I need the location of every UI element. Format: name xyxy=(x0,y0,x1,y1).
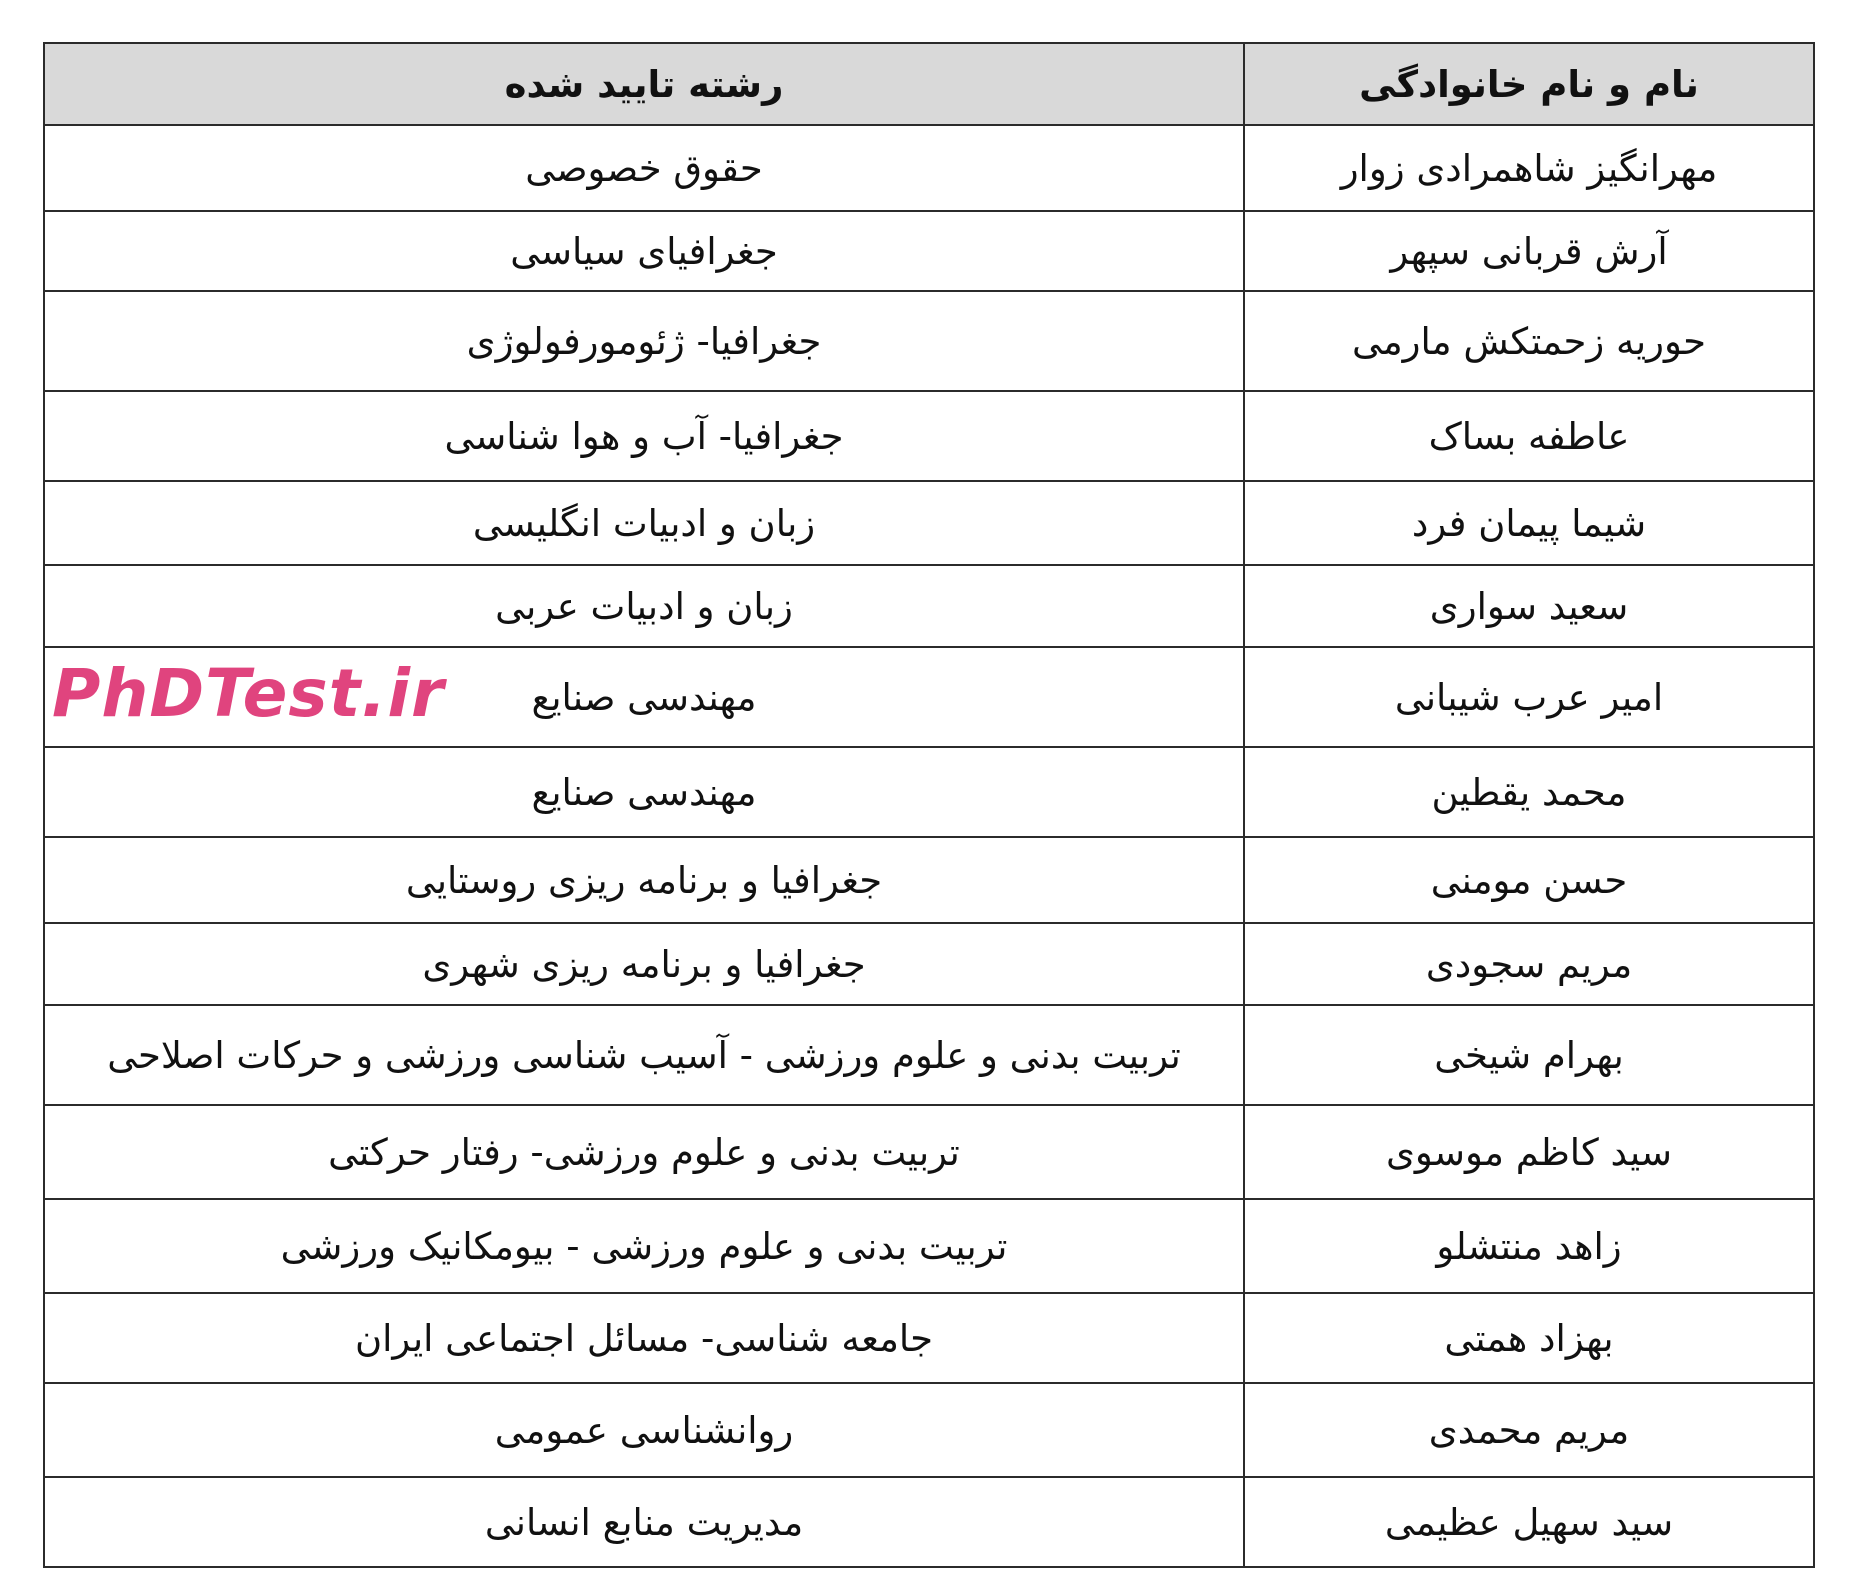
table-row xyxy=(44,1199,1814,1293)
cell-field: مهندسی صنایع xyxy=(44,747,1244,837)
cell-name: امیر عرب شیبانی xyxy=(1244,647,1814,747)
cell-field: جغرافیا و برنامه ریزی شهری xyxy=(44,923,1244,1005)
cell-field: زبان و ادبیات انگلیسی xyxy=(44,481,1244,565)
cell-name: حسن مومنی xyxy=(1244,837,1814,923)
cell-name: مریم محمدی xyxy=(1244,1383,1814,1477)
table-row xyxy=(44,747,1814,837)
cell-field: تربیت بدنی و علوم ورزشی - آسیب شناسی ورزشی و حرکات اصلاحی xyxy=(44,1005,1244,1105)
table-row xyxy=(44,391,1814,481)
cell-field: جامعه شناسی- مسائل اجتماعی ایران xyxy=(44,1293,1244,1383)
watermark-logo: PhDTest.ir xyxy=(52,655,445,732)
cell-field: حقوق خصوصی xyxy=(44,125,1244,211)
cell-field: روانشناسی عمومی xyxy=(44,1383,1244,1477)
table-row xyxy=(44,1383,1814,1477)
cell-name: مهرانگیز شاهمرادی زوار xyxy=(1244,125,1814,211)
cell-field: تربیت بدنی و علوم ورزشی- رفتار حرکتی xyxy=(44,1105,1244,1199)
table-row xyxy=(44,125,1814,211)
table-row xyxy=(44,291,1814,391)
cell-name: بهزاد همتی xyxy=(1244,1293,1814,1383)
table-header-row xyxy=(44,43,1814,125)
cell-name: زاهد منتشلو xyxy=(1244,1199,1814,1293)
cell-name: سعید سواری xyxy=(1244,565,1814,647)
cell-field: جغرافیا- ژئومورفولوژی xyxy=(44,291,1244,391)
cell-name: محمد یقطین xyxy=(1244,747,1814,837)
cell-name: آرش قربانی سپهر xyxy=(1244,211,1814,291)
cell-name: بهرام شیخی xyxy=(1244,1005,1814,1105)
table-row xyxy=(44,211,1814,291)
table-row xyxy=(44,565,1814,647)
table-row xyxy=(44,1105,1814,1199)
cell-name: عاطفه بساک xyxy=(1244,391,1814,481)
cell-field: جغرافیای سیاسی xyxy=(44,211,1244,291)
approved-fields-table-container xyxy=(43,42,1813,1568)
cell-field: تربیت بدنی و علوم ورزشی - بیومکانیک ورزشی xyxy=(44,1199,1244,1293)
cell-name: شیما پیمان فرد xyxy=(1244,481,1814,565)
cell-field: جغرافیا- آب و هوا شناسی xyxy=(44,391,1244,481)
cell-field: مدیریت منابع انسانی xyxy=(44,1477,1244,1567)
table-row xyxy=(44,1293,1814,1383)
approved-fields-table xyxy=(43,42,1815,1568)
cell-name: حوریه زحمتکش مارمی xyxy=(1244,291,1814,391)
table-row xyxy=(44,837,1814,923)
table-row xyxy=(44,481,1814,565)
cell-name: سید کاظم موسوی xyxy=(1244,1105,1814,1199)
table-row xyxy=(44,1005,1814,1105)
cell-name: سید سهیل عظیمی xyxy=(1244,1477,1814,1567)
cell-field: مهندسی صنایع xyxy=(44,647,1244,747)
table-row xyxy=(44,1477,1814,1567)
cell-field: زبان و ادبیات عربی xyxy=(44,565,1244,647)
cell-field: جغرافیا و برنامه ریزی روستایی xyxy=(44,837,1244,923)
table-row xyxy=(44,923,1814,1005)
cell-name: مریم سجودی xyxy=(1244,923,1814,1005)
header-name: نام و نام خانوادگی xyxy=(1244,43,1814,125)
header-field: رشته تایید شده xyxy=(44,43,1244,125)
